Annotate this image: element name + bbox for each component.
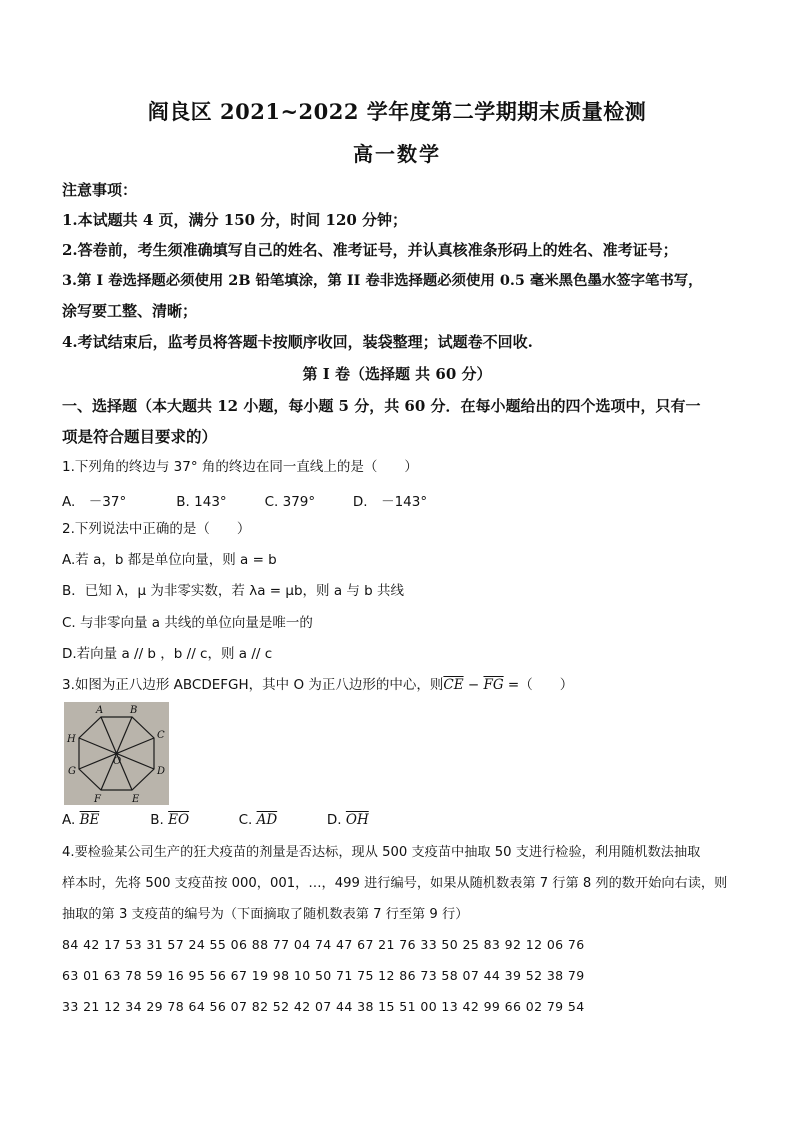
label-c: C — [157, 730, 165, 741]
label-g: G — [68, 766, 76, 777]
label-b: B — [130, 705, 138, 716]
q3-option-b-letter: B. — [150, 812, 164, 828]
exam-subtitle: 高一数学 — [353, 142, 441, 166]
label-e: E — [132, 794, 140, 805]
label-d: D — [157, 766, 166, 777]
notice-item-3: 3.第 I 卷选择题必须使用 2B 铅笔填涂，第 II 卷非选择题必须使用 0.5 毫米黑色墨水签字笔书写， — [62, 272, 703, 289]
part-instructions-line1: 一、选择题（本大题共 12 小题，每小题 5 分，共 60 分．在每小题给出的四个选项中，只有一 — [62, 397, 701, 415]
notice-item-3-cont: 涂写要工整、清晰； — [62, 302, 198, 320]
notice-item-2: 2.答卷前，考生须准确填写自己的姓名、准考证号，并认真核准条形码上的姓名、准考证号； — [62, 241, 678, 259]
q1-option-b: B. 143° — [176, 494, 227, 510]
q4-stem-line3: 抽取的第 3 支疫苗的编号为（下面摘取了随机数表第 7 行至第 9 行） — [62, 907, 469, 922]
q1-option-a: A. －37° — [62, 494, 127, 510]
q3-option-a-vector: $\overline{BE}$ — [79, 812, 100, 828]
q2-option-b: B．已知 λ，μ 为非零实数，若 λa = μb，则 a 与 b 共线 — [62, 583, 405, 599]
random-table-row-7: 84 42 17 53 31 57 24 55 06 88 77 04 74 47 67 21 76 33 50 25 83 92 12 06 76 — [62, 937, 585, 952]
notice-heading: 注意事项： — [62, 181, 138, 199]
octagon-figure — [64, 702, 169, 805]
octagon-diagram — [64, 702, 169, 805]
q3-option-b-vector: $\overline{EO}$ — [168, 812, 190, 828]
exam-title: 阎良区 2021~2022 学年度第二学期期末质量检测 — [147, 99, 647, 124]
label-f: F — [94, 794, 101, 805]
q3-option-c-letter: C. — [238, 812, 253, 828]
q4-stem-line2: 样本时，先将 500 支疫苗按 000，001，…，499 进行编号，如果从随机数表第 7 行第 8 列的数开始向右读，则 — [62, 876, 728, 891]
q3-stem-prefix: 3.如图为正八边形 ABCDEFGH，其中 O 为正八边形的中心，则 — [62, 677, 444, 693]
random-table-row-9: 33 21 12 34 29 78 64 56 07 82 52 42 07 44 38 15 51 00 13 42 99 66 02 79 54 — [62, 999, 585, 1014]
q3-vector-ce: $\overline{CE}$ — [443, 677, 464, 693]
q3-option-b — [150, 812, 234, 828]
q3-option-c-vector: $\overline{AD}$ — [256, 812, 278, 828]
q3-option-c — [239, 812, 323, 828]
q3-options — [62, 812, 369, 828]
q3-option-a-letter: A. — [62, 812, 76, 828]
section-title: 第 I 卷（选择题 共 60 分） — [302, 365, 492, 383]
q1-option-c: C. 379° — [264, 494, 316, 510]
q3-vector-fg: $\overline{FG}$ — [483, 677, 504, 693]
q3-stem-minus: − — [463, 677, 484, 693]
label-o: O — [113, 756, 122, 767]
q3-stem — [62, 676, 752, 694]
q2-option-d: D.若向量 a // b ，b // c，则 a // c — [62, 646, 273, 662]
q1-option-d: D. －143° — [352, 494, 428, 510]
random-table-row-8: 63 01 63 78 59 16 95 56 67 19 98 10 50 71 75 12 86 73 58 07 44 39 52 38 79 — [62, 968, 585, 983]
q2-option-c: C. 与非零向量 a 共线的单位向量是唯一的 — [62, 615, 313, 631]
q4-stem-line1: 4.要检验某公司生产的狂犬疫苗的剂量是否达标，现从 500 支疫苗中抽取 50 支进行检验，利用随机数法抽取 — [62, 845, 701, 860]
q3-option-a — [62, 812, 146, 828]
q1-stem: 1.下列角的终边与 37° 角的终边在同一直线上的是（ ） — [62, 459, 418, 475]
q3-stem-suffix: =（ ） — [503, 677, 574, 693]
label-h: H — [67, 734, 76, 745]
q3-option-d-vector: $\overline{OH}$ — [345, 812, 369, 828]
notice-item-4: 4.考试结束后，监考员将答题卡按顺序收回，装袋整理；试题卷不回收. — [62, 333, 533, 351]
q3-option-d — [327, 812, 369, 828]
notice-item-1: 1.本试题共 4 页，满分 150 分，时间 120 分钟； — [62, 211, 408, 229]
part-instructions-line2: 项是符合题目要求的） — [62, 427, 218, 446]
q2-stem: 2.下列说法中正确的是（ ） — [62, 521, 251, 537]
q2-option-a: A.若 a，b 都是单位向量，则 a = b — [62, 552, 277, 568]
q3-option-d-letter: D. — [326, 812, 342, 828]
q1-options — [62, 490, 427, 510]
label-a: A — [96, 705, 104, 716]
